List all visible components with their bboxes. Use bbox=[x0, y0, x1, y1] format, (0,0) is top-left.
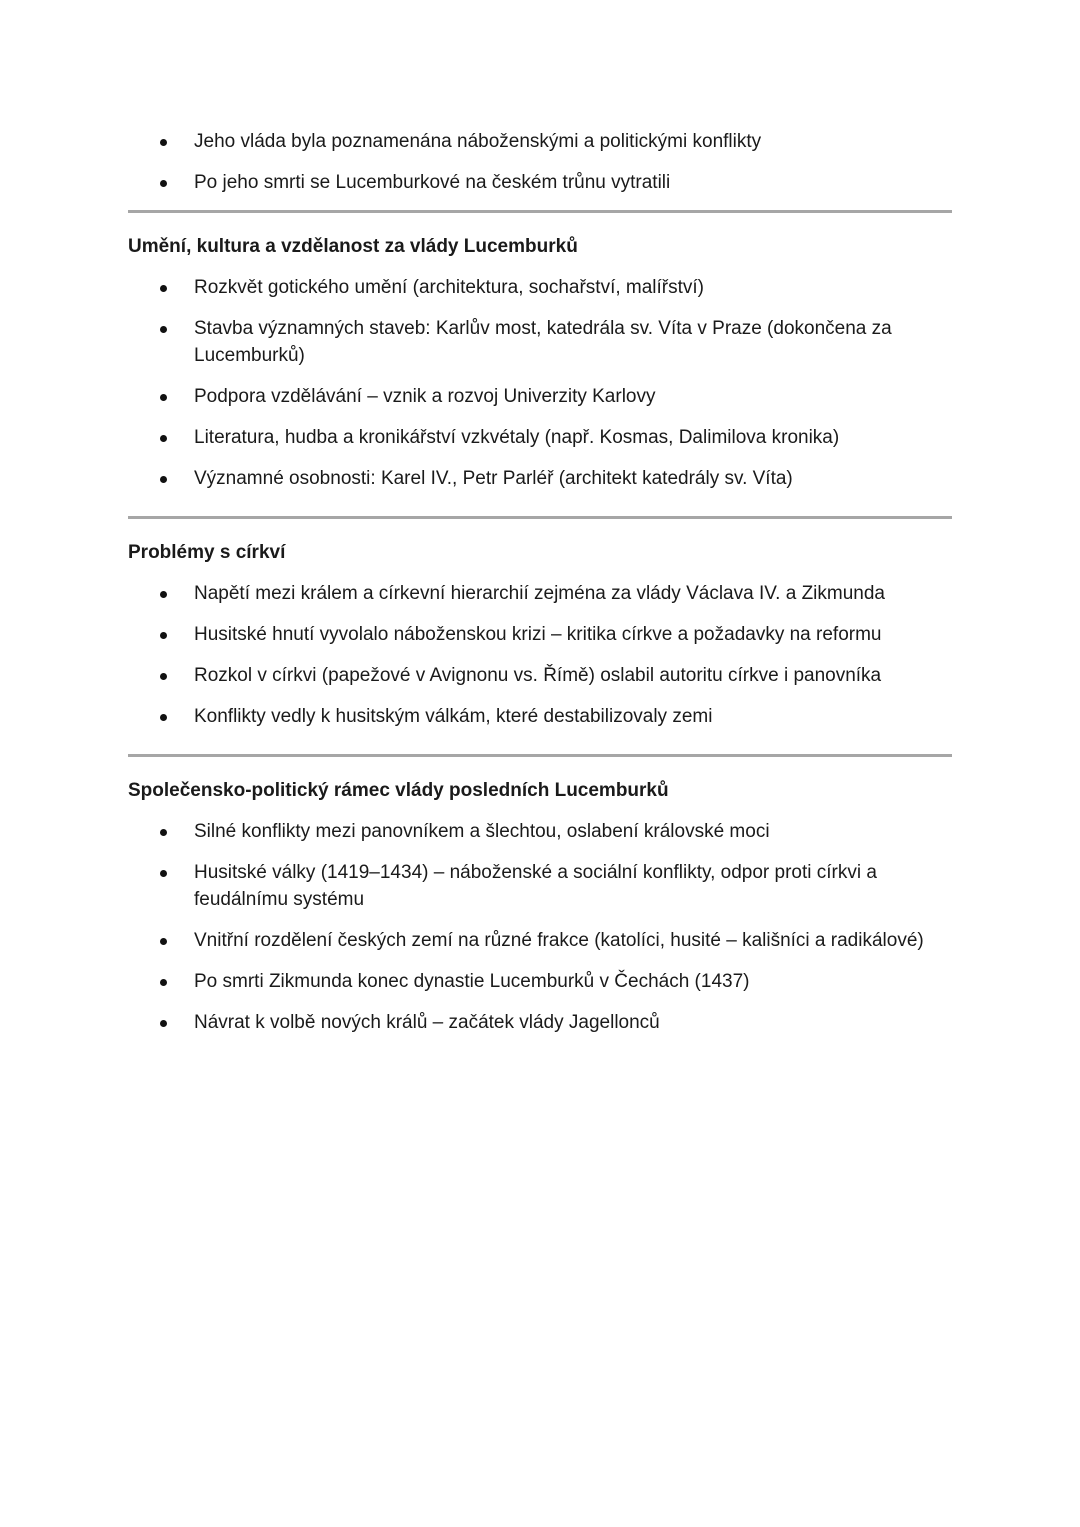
bullet-icon bbox=[160, 435, 167, 442]
socio-political-list bbox=[128, 818, 952, 1036]
intro-list bbox=[128, 128, 952, 196]
list-item: Návrat k volbě nových králů – začátek vlády Jagellonců bbox=[128, 1009, 952, 1036]
bullet-icon bbox=[160, 285, 167, 292]
list-item: Konflikty vedly k husitským válkám, které destabilizovaly zemi bbox=[128, 703, 952, 730]
bullet-icon bbox=[160, 476, 167, 483]
bullet-icon bbox=[160, 1020, 167, 1027]
bullet-icon bbox=[160, 673, 167, 680]
bullet-icon bbox=[160, 979, 167, 986]
list-item: Rozkol v církvi (papežové v Avignonu vs. Římě) oslabil autoritu církve i panovníka bbox=[128, 662, 952, 689]
list-item: Významné osobnosti: Karel IV., Petr Parléř (architekt katedrály sv. Víta) bbox=[128, 465, 952, 492]
bullet-icon bbox=[160, 180, 167, 187]
list-item: Napětí mezi králem a církevní hierarchií zejména za vlády Václava IV. a Zikmunda bbox=[128, 580, 952, 607]
list-item: Vnitřní rozdělení českých zemí na různé frakce (katolíci, husité – kališníci a radikálové) bbox=[128, 927, 952, 954]
bullet-icon bbox=[160, 326, 167, 333]
bullet-icon bbox=[160, 714, 167, 721]
church-problems-list bbox=[128, 580, 952, 730]
list-item: Po smrti Zikmunda konec dynastie Lucemburků v Čechách (1437) bbox=[128, 968, 952, 995]
bullet-icon bbox=[160, 591, 167, 598]
list-item: Husitské války (1419–1434) – náboženské a sociální konflikty, odpor proti církvi a feudálnímu systému bbox=[128, 859, 952, 913]
list-item: Silné konflikty mezi panovníkem a šlechtou, oslabení královské moci bbox=[128, 818, 952, 845]
section-heading-church-problems: Problémy s církví bbox=[128, 542, 286, 563]
art-culture-list bbox=[128, 274, 952, 492]
list-item: Podpora vzdělávání – vznik a rozvoj Univerzity Karlovy bbox=[128, 383, 952, 410]
list-item: Jeho vláda byla poznamenána náboženskými a politickými konflikty bbox=[128, 128, 952, 155]
bullet-icon bbox=[160, 938, 167, 945]
bullet-icon bbox=[160, 829, 167, 836]
list-item: Stavba významných staveb: Karlův most, katedrála sv. Víta v Praze (dokončena za Lucemburků) bbox=[128, 315, 952, 369]
list-item: Literatura, hudba a kronikářství vzkvétaly (např. Kosmas, Dalimilova kronika) bbox=[128, 424, 952, 451]
section-heading-socio-political: Společensko-politický rámec vlády posledních Lucemburků bbox=[128, 780, 669, 801]
list-item: Po jeho smrti se Lucemburkové na českém trůnu vytratili bbox=[128, 169, 952, 196]
list-item: Husitské hnutí vyvolalo náboženskou krizi – kritika církve a požadavky na reformu bbox=[128, 621, 952, 648]
list-item: Rozkvět gotického umění (architektura, sochařství, malířství) bbox=[128, 274, 952, 301]
bullet-icon bbox=[160, 870, 167, 877]
section-heading-art-culture: Umění, kultura a vzdělanost za vlády Lucemburků bbox=[128, 236, 578, 257]
document-content bbox=[128, 128, 952, 1050]
bullet-icon bbox=[160, 632, 167, 639]
bullet-icon bbox=[160, 394, 167, 401]
bullet-icon bbox=[160, 139, 167, 146]
